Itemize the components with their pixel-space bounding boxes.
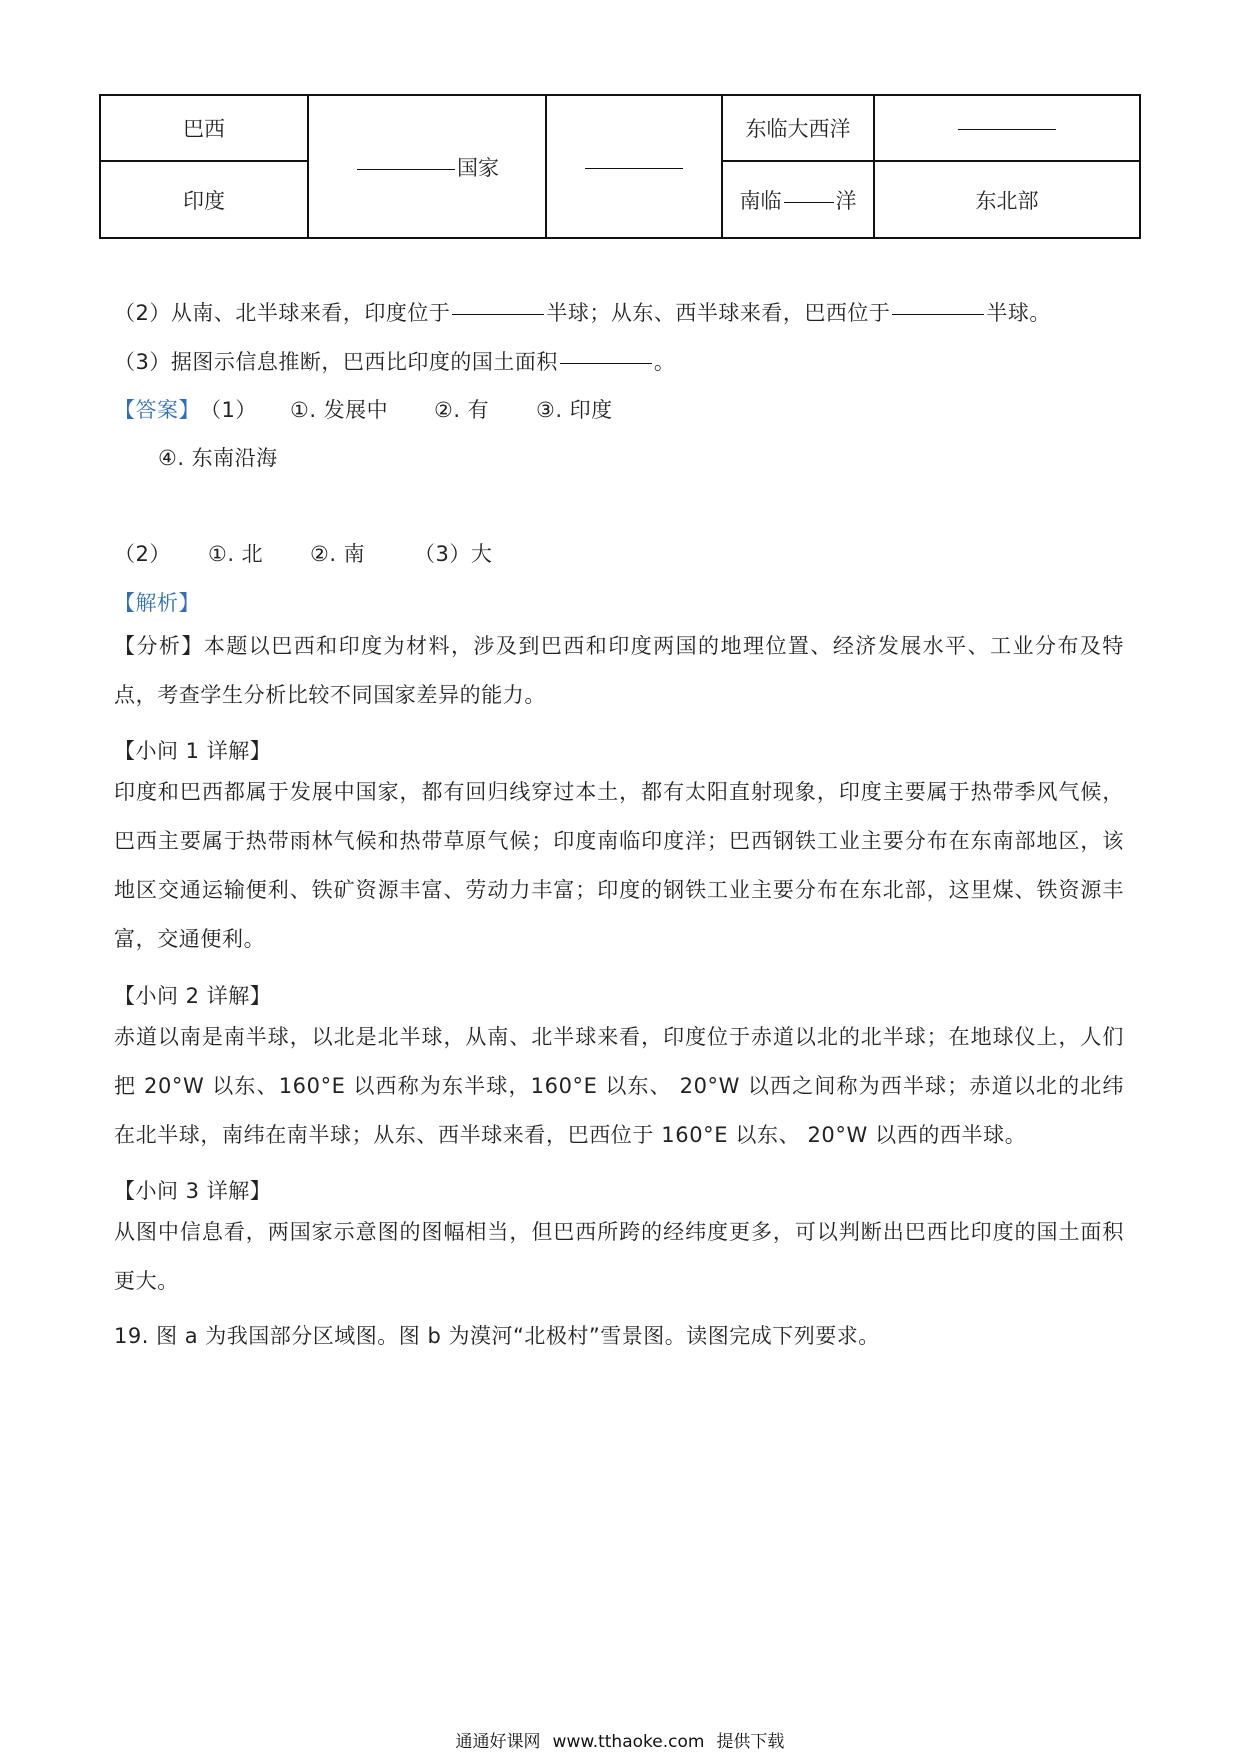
question-2 bbox=[114, 297, 1051, 327]
answer-a4: ④. 东南沿海 bbox=[158, 446, 278, 470]
ocean-suffix: 洋 bbox=[835, 188, 857, 213]
answer-q3: （3）大 bbox=[414, 542, 493, 566]
question-3 bbox=[114, 346, 675, 376]
cell-development-blank bbox=[308, 95, 546, 238]
sub3-text: 从图中信息看，两国家示意图的图幅相当，但巴西所跨的经纬度更多，可以判断出巴西比印度的国土面积更大。 bbox=[114, 1220, 1124, 1293]
blank-line bbox=[784, 201, 834, 203]
sub1-title: 【小问 1 详解】 bbox=[114, 739, 272, 763]
ocean-prefix: 南临 bbox=[739, 188, 782, 213]
q3-text-2: 。 bbox=[653, 350, 676, 374]
blank-line bbox=[892, 313, 984, 315]
q3-text-1: （3）据图示信息推断，巴西比印度的国土面积 bbox=[114, 350, 558, 374]
sub1-text: 印度和巴西都属于发展中国家，都有回归线穿过本土，都有太阳直射现象，印度主要属于热带季风气候，巴西主要属于热带雨林气候和热带草原气候；印度南临印度洋；巴西钢铁工业主要分布在东南部地区，该地区交通运输便利、铁矿资源丰富、劳动力丰富；印度的钢铁工业主要分布在东北部，这里煤、铁资源丰富，交通便利。 bbox=[114, 780, 1124, 951]
comparison-table bbox=[99, 94, 1141, 239]
blank-line bbox=[958, 128, 1056, 130]
q2-text-1: （2）从南、北半球来看，印度位于 bbox=[114, 301, 451, 325]
answer-a3: ③. 印度 bbox=[536, 398, 613, 422]
cell-brazil-industry-blank bbox=[874, 95, 1140, 161]
answer-b2: ②. 南 bbox=[310, 542, 366, 566]
question-19: 19. 图 a 为我国部分区域图。图 b 为漠河“北极村”雪景图。读图完成下列要求。 bbox=[114, 1324, 880, 1348]
cell-india-industry: 东北部 bbox=[874, 161, 1140, 238]
analysis-fenxi: 【分析】本题以巴西和印度为材料，涉及到巴西和印度两国的地理位置、经济发展水平、工业分布及特点，考查学生分析比较不同国家差异的能力。 bbox=[114, 634, 1124, 707]
answer-tag: 【答案】 bbox=[114, 398, 200, 422]
blank-line bbox=[357, 168, 455, 170]
answer-a2: ②. 有 bbox=[434, 398, 490, 422]
answer-line-3 bbox=[114, 538, 492, 568]
sub3-title: 【小问 3 详解】 bbox=[114, 1179, 272, 1203]
analysis-tag: 【解析】 bbox=[114, 591, 200, 615]
country-suffix: 国家 bbox=[457, 155, 499, 180]
sub2-title: 【小问 2 详解】 bbox=[114, 984, 272, 1008]
q2-text-2: 半球；从东、西半球来看，巴西位于 bbox=[546, 301, 891, 325]
cell-tropic-blank bbox=[546, 95, 722, 238]
footer-site-name: 通通好课网 bbox=[455, 1732, 541, 1752]
answer-a1: ①. 发展中 bbox=[290, 398, 389, 422]
blank-line bbox=[585, 167, 683, 169]
footer-url[interactable]: www.tthaoke.com bbox=[552, 1732, 705, 1752]
page-footer bbox=[0, 1727, 1240, 1752]
blank-line bbox=[452, 313, 544, 315]
q2-text-3: 半球。 bbox=[986, 301, 1051, 325]
answer-b1: ①. 北 bbox=[208, 542, 264, 566]
blank-line bbox=[560, 362, 652, 364]
cell-india-ocean bbox=[722, 161, 874, 238]
answer-q2-label: （2） bbox=[114, 542, 171, 566]
cell-brazil-ocean: 东临大西洋 bbox=[722, 95, 874, 161]
footer-provide: 提供下载 bbox=[716, 1732, 785, 1752]
cell-brazil: 巴西 bbox=[100, 95, 308, 161]
cell-india: 印度 bbox=[100, 161, 308, 238]
sub2-text: 赤道以南是南半球，以北是北半球，从南、北半球来看，印度位于赤道以北的北半球；在地球仪上，人们把 20°W 以东、160°E 以西称为东半球，160°E 以东、 20°W 以西之间称为西半球；赤道以北的北纬在北半球，南纬在南半球；从东、西半球来看，巴西位于 160°E 以东、 20°W 以西的西半球。 bbox=[114, 1025, 1124, 1147]
answer-line-1 bbox=[114, 394, 613, 424]
answer-line-2 bbox=[158, 442, 278, 472]
answer-q1-label: （1） bbox=[200, 398, 257, 422]
